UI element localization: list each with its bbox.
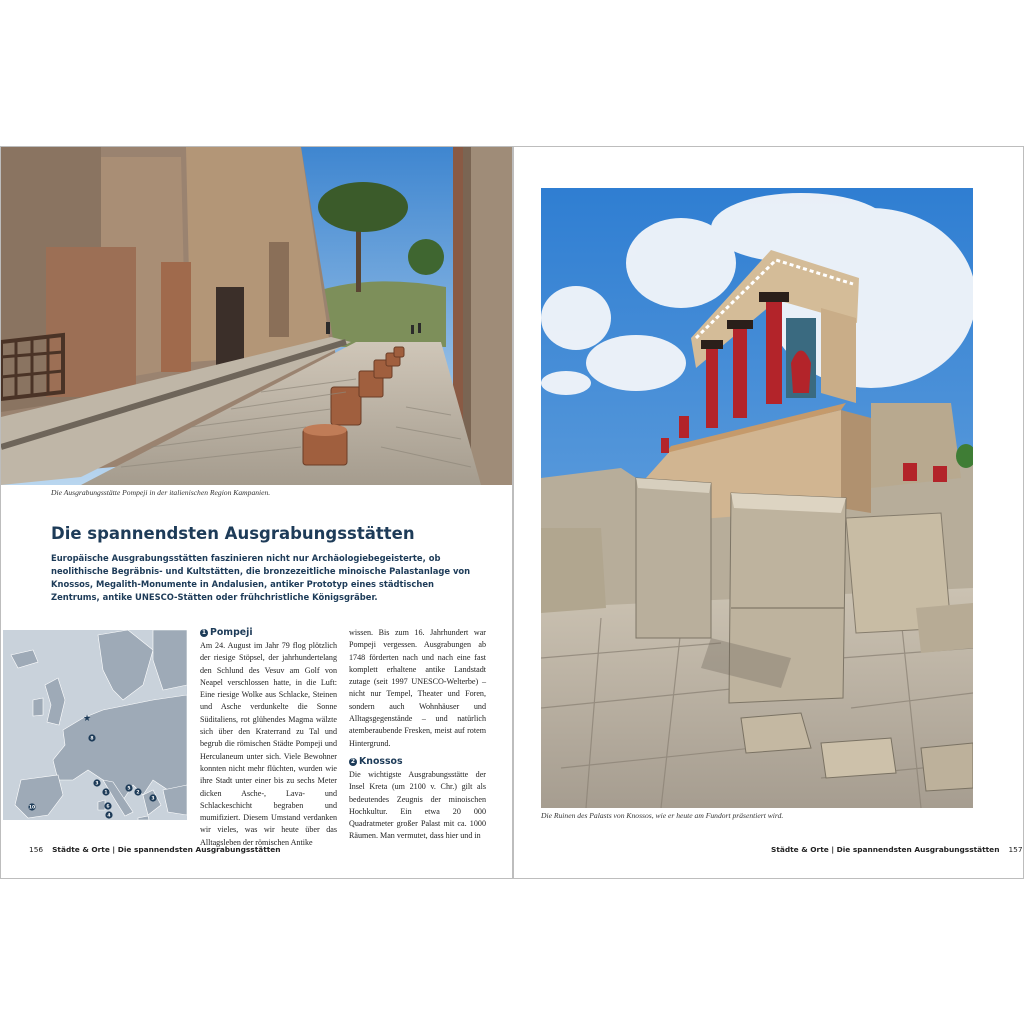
running-header: Städte & Orte | Die spannendsten Ausgrabungsstätten — [771, 845, 1000, 854]
map-marker — [105, 811, 112, 818]
photo-caption: Die Ausgrabungsstätte Pompeji in der italienischen Region Kampanien. — [51, 488, 271, 497]
svg-text:10: 10 — [28, 805, 36, 811]
section-body-knossos: Die wichtigste Ausgrabungsstätte der Insel Kreta (um 2100 v. Chr.) gilt als bedeutendes Zeugnis der minoischen Hochkultur. Ein etwa 20 000 Quadratmeter großer Palast mit ca. 1000 Räumen. Man vermutet, dass hier und in — [349, 769, 486, 841]
page-number: 156 — [29, 845, 44, 854]
section-heading-pompeji — [200, 627, 337, 639]
page-number: 157 — [1008, 845, 1023, 854]
knossos-photo — [541, 188, 973, 808]
map-marker — [28, 803, 35, 810]
photo-caption: Die Ruinen des Palasts von Knossos, wie er heute am Fundort präsentiert wird. — [541, 811, 784, 820]
map-marker — [93, 779, 100, 786]
folio-right — [771, 845, 1023, 854]
capital-star-icon: ★ — [83, 714, 92, 724]
map-marker — [125, 784, 132, 791]
pompeii-photo — [1, 147, 513, 485]
europe-map — [3, 630, 187, 820]
map-marker — [149, 794, 156, 801]
right-page — [513, 146, 1024, 879]
text-column-2 — [349, 627, 486, 843]
svg-text:3: 3 — [95, 781, 99, 787]
running-header: Städte & Orte | Die spannendsten Ausgrabungsstätten — [52, 845, 281, 854]
page-title: Die spannendsten Ausgrabungsstätten — [51, 524, 415, 543]
svg-text:5: 5 — [127, 786, 131, 792]
section-number: 2 — [350, 757, 356, 765]
section-title-label: Knossos — [359, 755, 403, 767]
knossos-palace-illustration — [541, 188, 973, 808]
svg-text:1: 1 — [104, 790, 108, 796]
section-body-pompeji: Am 24. August im Jahr 79 flog plötzlich der riesige Stöpsel, der jahrhundertelang den Schlund des Vesuv am Golf von Neapel verschlossen hatte, in die Luft: Eine riesige Wolke aus Schlacke, Steinen und Asche verdunkelte die Sonne Süditaliens, rot glühendes Magma wälzte sich über den Kraterrand zu Tal und begrub die römischen Städte Pompeji und Herculaneum unter sich. Viele Bewohner konnten nicht mehr flüchten, wurden wie ihre Stadt unter einer bis zu sechs Meter dicken Asche-, Lava- und Schlackeschicht begraben und mumifiziert. Diesem Umstand verdanken wir vieles, was wir heute über das Alltagsleben der römischen Antike — [200, 641, 337, 847]
section-title-label: Pompeji — [210, 627, 253, 638]
map-marker — [104, 802, 111, 809]
text-column-1 — [200, 627, 337, 849]
svg-text:8: 8 — [90, 736, 94, 742]
folio-left — [29, 845, 281, 854]
section-body-pompeji-continued: wissen. Bis zum 16. Jahrhundert war Pompeji vergessen. Ausgrabungen ab 1748 förderten nach und nach eine fast komplett erhaltene antike Landstadt zutage (seit 1997 UNESCO-Welterbe) – nicht nur Tempel, Theater und Foren, sondern auch Wohnhäuser und Alltagsgegenstände – und natürlich atemberaubende Fresken, meist auf rotem Hintergrund. — [349, 628, 486, 748]
map-marker — [134, 788, 141, 795]
svg-text:4: 4 — [107, 813, 111, 819]
map-marker — [102, 788, 109, 795]
svg-text:2: 2 — [136, 790, 140, 796]
intro-paragraph: Europäische Ausgrabungsstätten faszinieren nicht nur Archäologiebegeisterte, ob neolithische Begräbnis- und Kultstätten, die bronzezeitliche minoische Palastanlage von Knossos, Megalith-Monumente in Andalusien, antiker Prototyp eines städtischen Zentrums, antike UNESCO-Stätten oder frühchristliche Königsgräber. — [51, 553, 471, 602]
svg-text:3: 3 — [151, 796, 155, 802]
section-number: 1 — [201, 629, 207, 636]
europe-map-graphic — [3, 630, 187, 820]
pompeii-street-illustration — [1, 147, 513, 485]
section-heading-knossos — [349, 756, 486, 768]
svg-text:6: 6 — [106, 804, 110, 810]
map-marker — [88, 734, 95, 741]
left-page — [0, 146, 513, 879]
